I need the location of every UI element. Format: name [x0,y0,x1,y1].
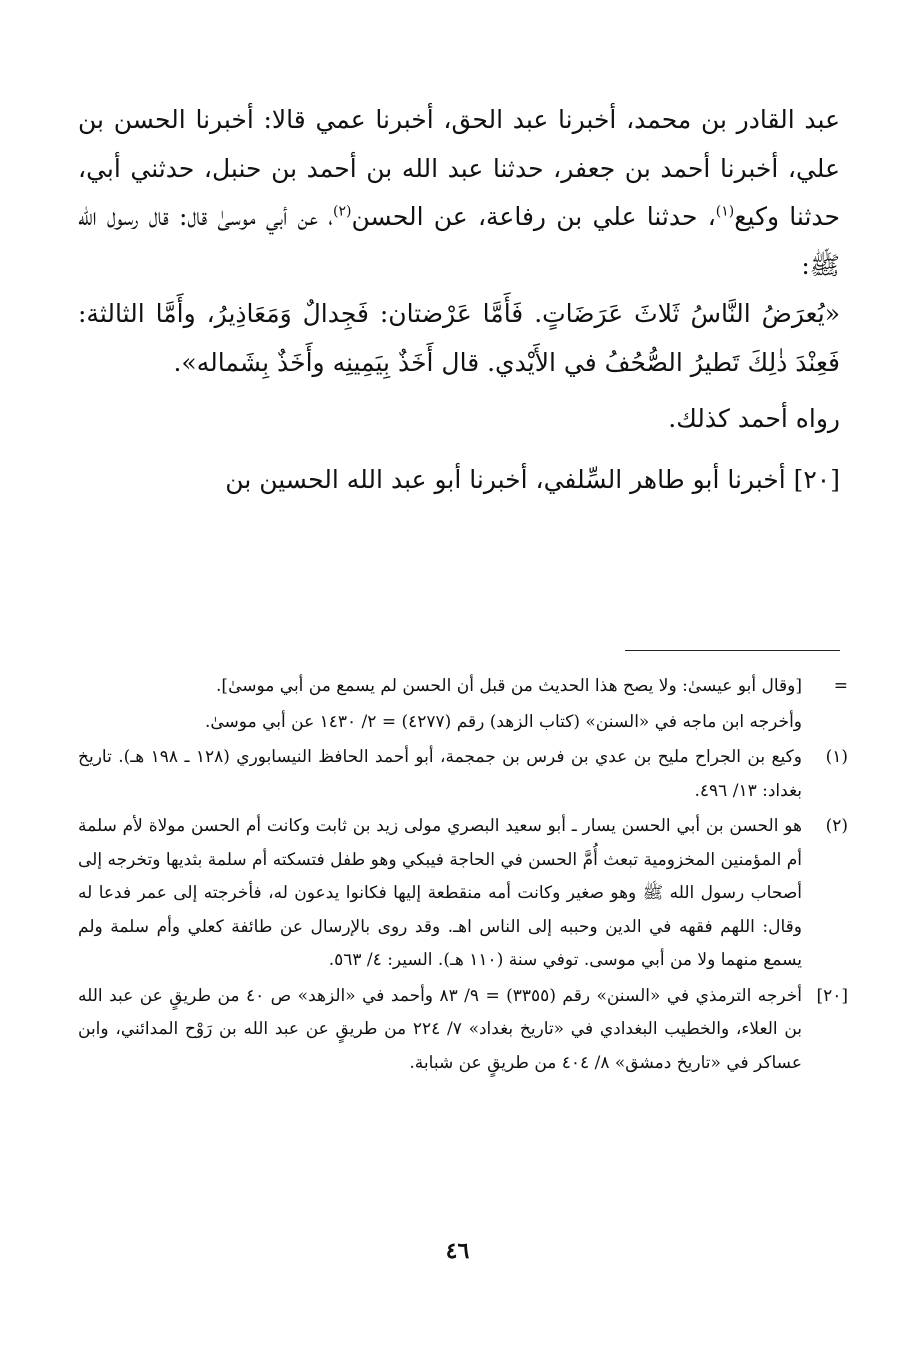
footnote-paragraph: أخرجه الترمذي في «السنن» رقم (٣٣٥٥) = ٩/ ٨٣ وأحمد في «الزهد» ص ٤٠ من طريقٍ عن عبد الله بن العلاء، والخطيب البغدادي في «تاريخ بغداد» ٧/ ٢٢٤ من طريقٍ عن عبد الله بن رَوْح المدائني، وابن عساكر في «تاريخ دمشق» ٨/ ٤٠٤ من طريقٍ عن شبابة. [78,985,802,1073]
main-text [78,96,840,504]
isnad-text: عبد القادر بن محمد، أخبرنا عبد الحق، أخبرنا عمي قالا: أخبرنا الحسن بن علي، أخبرنا أحمد بن جعفر، حدثنا عبد الله بن أحمد بن حنبل، حدثني أبي، حدثنا وكيع [78,105,841,231]
hadith-20-start: [٢٠] أخبرنا أبو طاهر السِّلفي، أخبرنا أبو عبد الله الحسين بن [225,464,840,494]
footnote-paragraph: هو الحسن بن أبي الحسن يسار ـ أبو سعيد البصري مولى زيد بن ثابت وكانت أم الحسن مولاة لأم سلمة أم المؤمنين المخزومية تبعث أُمَّ الحسن في الحاجة فيبكي وهو طفل فتسكته أم سلمة بثديها وتخرجه إلى أصحاب رسول الله ﷺ وهو صغير وكانت أمه منقطعة إليها فكانوا يدعون له، فأخرجته إلى عمر فدعا له وقال: اللهم فقهه في الدين وحببه إلى الناس اهـ. وقد روى بالإرسال عن طائفة كعلي وأم سلمة ولم يسمع منهما ولا من أبي موسى. توفي سنة (١١٠ هـ). السير: ٤/ ٥٦٣. [78,816,802,970]
footnote-20 [78,980,848,1081]
footnote-mark: [٢٠] [816,985,848,1006]
footnote-2 [78,810,848,978]
footnote-paragraph: [وقال أبو عيسىٰ: ولا يصح هذا الحديث من قبل أن الحسن لم يسمع من أبي موسىٰ]. [216,676,802,696]
footnote-mark: (١) [825,747,848,767]
hadith-text: «يُعرَضُ النَّاسُ ثَلاثَ عَرَضَاتٍ. فَأَمَّا عَرْضتان: فَجِدالٌ وَمَعَاذِيرُ، وأَمَّا الثالثة: فَعِنْدَ ذٰلِكَ تَطيرُ الصُّحُفُ في الأَيْدي. قال أَخَذٌ بِيَمِينِه وأَخَذٌ بِشَماله». [78,299,840,377]
isnad-paragraph [78,96,840,290]
footnote-continued [78,670,848,739]
footnote-paragraph: وكيع بن الجراح مليح بن عدي بن فرس بن جمجمة، أبو أحمد الحافظ النيسابوري (١٢٨ ـ ١٩٨ هـ). تاريخ بغداد: ١٣/ ٤٩٦. [78,747,802,801]
page-number: ٤٦ [445,1238,470,1264]
footnote-body [78,980,802,1081]
footnote-ref-1: (١) [715,203,735,220]
footnote-body [78,670,802,739]
footnote-body [78,741,802,808]
narration-note: رواه أحمد كذلك. [668,404,840,433]
footnote-body [78,810,802,978]
footnote-mark: (٢) [825,816,848,836]
footnote-paragraph: وأخرجه ابن ماجه في «السنن» (كتاب الزهد) رقم (٤٢٧٧) = ٢/ ١٤٣٠ عن أبي موسىٰ. [204,711,802,732]
footnote-mark: = [833,676,848,696]
isnad-text-continued: ، حدثنا علي بن رفاعة، عن الحسن [351,202,716,231]
footnote-separator [625,650,840,651]
isnad-text-end: ، عن أبي موسىٰ قال: قال رسول الله ﷺ: [78,202,840,280]
footnote-ref-2: (٢) [333,203,352,220]
footnote-1 [78,741,848,808]
footnotes [78,670,848,1082]
